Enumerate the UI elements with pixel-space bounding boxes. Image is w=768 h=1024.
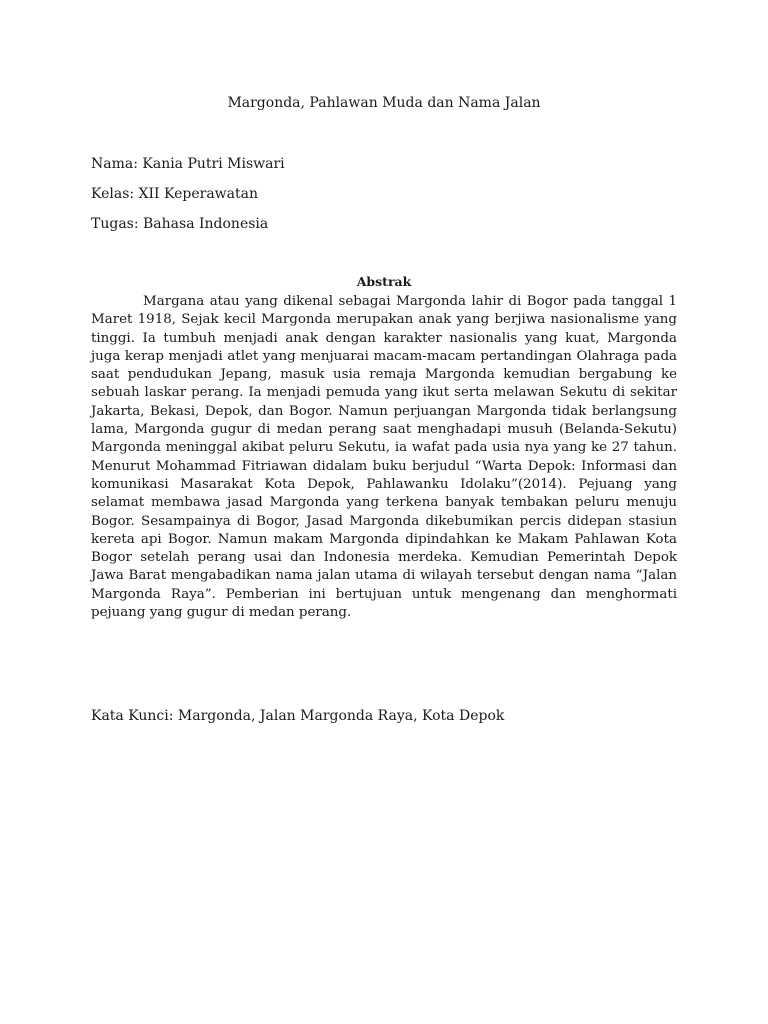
abstract-body: Margana atau yang dikenal sebagai Margonda lahir di Bogor pada tanggal 1 Maret 1918, Sejak kecil Margonda merupakan anak yang berjiwa nasionalisme yang tinggi. Ia tumbuh menjadi anak dengan karakter nasionalis yang kuat, Margonda juga kerap menjadi atlet yang menjuarai macam-macam pertandingan Olahraga pada saat pendudukan Jepang, masuk usia remaja Margonda kemudian bergabung ke sebuah laskar perang. Ia menjadi pemuda yang ikut serta melawan Sekutu di sekitar Jakarta, Bekasi, Depok, dan Bogor. Namun perjuangan Margonda tidak berlangsung lama, Margonda gugur di medan perang saat menghadapi musuh (Belanda-Sekutu) Margonda meninggal akibat peluru Sekutu, ia wafat pada usia nya yang ke 27 tahun. Menurut Mohammad Fitriawan didalam buku berjudul “Warta Depok: Informasi dan komunikasi Masarakat Kota Depok, Pahlawanku Idolaku”(2014). Pejuang yang selamat membawa jasad Margonda yang terkena banyak tembakan peluru menuju Bogor. Sesampainya di Bogor, Jasad Margonda dikebumikan percis didepan stasiun kereta api Bogor. Namun makam Margonda dipindahkan ke Makam Pahlawan Kota Bogor setelah perang usai dan Indonesia merdeka. Kemudian Pemerintah Depok Jawa Barat mengabadikan nama jalan utama di wilayah tersebut dengan nama “Jalan Margonda Raya”. Pemberian ini bertujuan untuk mengenang dan menghormati pejuang yang gugur di medan perang.: [91, 294, 677, 621]
abstract-heading: Abstrak: [356, 274, 412, 289]
keywords: Kata Kunci: Margonda, Jalan Margonda Raya, Kota Depok: [91, 708, 505, 724]
document-title: Margonda, Pahlawan Muda dan Nama Jalan: [227, 95, 541, 111]
author-name: Nama: Kania Putri Miswari: [91, 156, 285, 172]
assignment-subject: Tugas: Bahasa Indonesia: [91, 216, 269, 232]
author-class: Kelas: XII Keperawatan: [91, 186, 258, 202]
